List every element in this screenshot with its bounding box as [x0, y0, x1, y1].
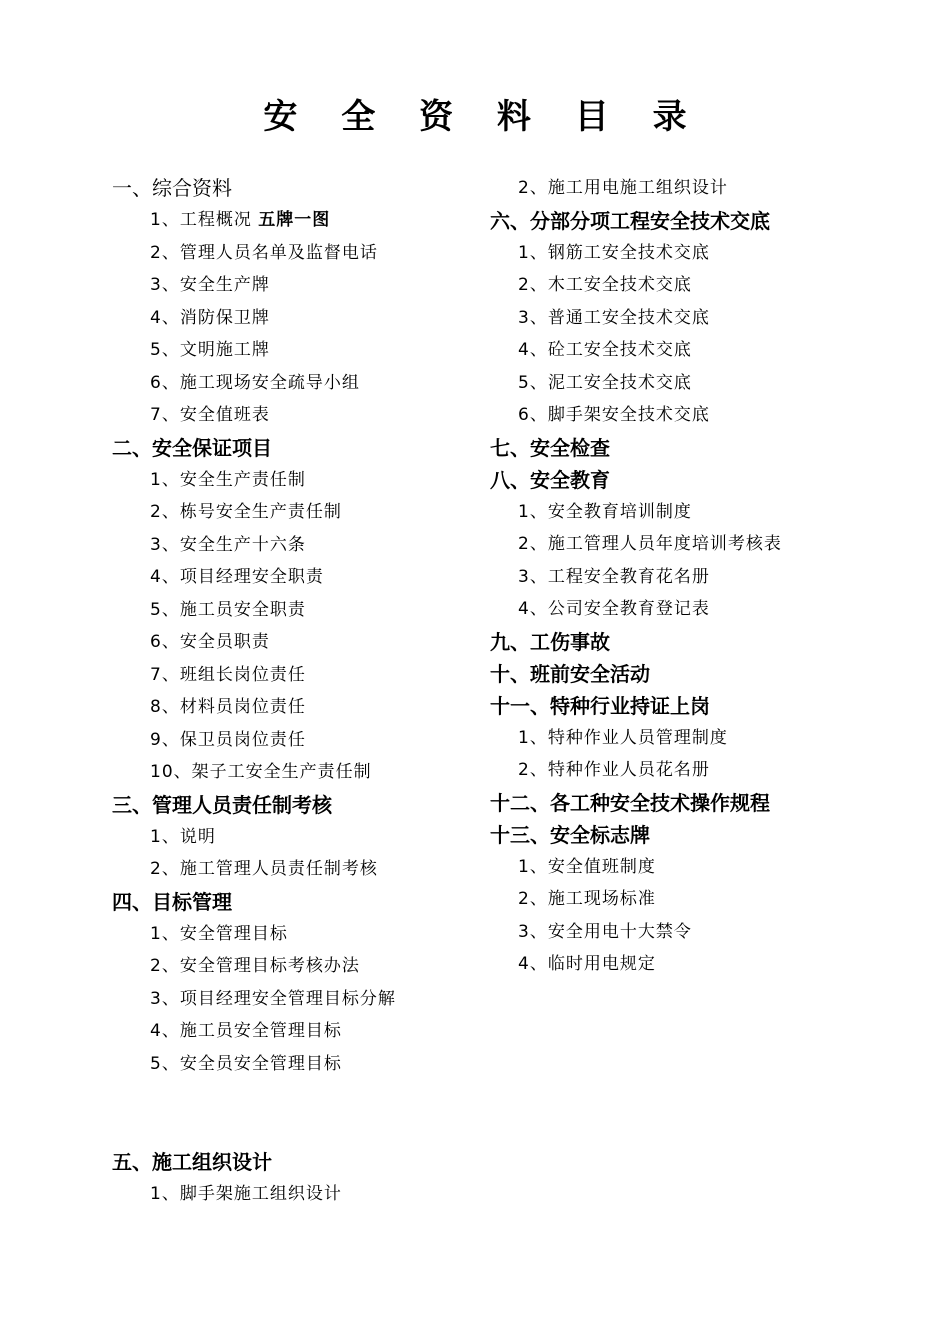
list-item: 2、管理人员名单及监督电话	[150, 242, 378, 263]
toc-right-column	[490, 172, 930, 981]
list-item: 1、安全生产责任制	[150, 469, 306, 490]
section-heading: 十二、各工种安全技术操作规程	[490, 790, 770, 815]
list-item: 5、文明施工牌	[150, 340, 270, 360]
list-item: 6、脚手架安全技术交底	[518, 405, 710, 425]
section-heading: 八、安全教育	[490, 467, 610, 492]
list-item: 5、施工员安全职责	[150, 599, 306, 620]
list-item: 2、特种作业人员花名册	[518, 760, 710, 780]
list-item: 1、安全管理目标	[150, 923, 288, 944]
section-heading: 七、安全检查	[490, 435, 610, 460]
list-item: 1、脚手架施工组织设计	[150, 1184, 342, 1204]
list-item: 7、安全值班表	[150, 405, 270, 425]
list-item: 4、施工员安全管理目标	[150, 1021, 342, 1041]
spacer	[112, 1080, 482, 1146]
section-heading: 十一、特种行业持证上岗	[490, 693, 710, 718]
list-item: 2、施工现场标准	[518, 889, 656, 909]
list-item: 4、砼工安全技术交底	[518, 340, 692, 360]
list-item: 1、安全教育培训制度	[518, 501, 692, 522]
list-item: 6、施工现场安全疏导小组	[150, 372, 360, 393]
list-item: 1、特种作业人员管理制度	[518, 727, 728, 748]
list-item-emphasis: 五牌一图	[258, 210, 331, 230]
list-item: 2、木工安全技术交底	[518, 275, 692, 295]
list-item: 8、材料员岗位责任	[150, 697, 306, 717]
section-heading: 四、目标管理	[112, 889, 232, 914]
list-item: 2、施工管理人员责任制考核	[150, 859, 378, 879]
list-item: 2、施工用电施工组织设计	[518, 178, 728, 198]
list-item: 3、安全用电十大禁令	[518, 921, 692, 942]
page-title: 安 全 资 料 目 录	[263, 97, 703, 137]
list-item: 3、项目经理安全管理目标分解	[150, 988, 396, 1009]
list-item: 3、工程安全教育花名册	[518, 566, 710, 587]
list-item: 5、泥工安全技术交底	[518, 372, 692, 393]
list-item: 2、栋号安全生产责任制	[150, 502, 342, 522]
list-item: 10、架子工安全生产责任制	[150, 762, 372, 782]
section-heading: 六、分部分项工程安全技术交底	[490, 208, 770, 233]
toc-left-column	[112, 172, 482, 1211]
list-item: 1、工程概况 五牌一图	[150, 210, 331, 230]
list-item: 4、临时用电规定	[518, 954, 656, 974]
list-item: 1、钢筋工安全技术交底	[518, 242, 710, 263]
list-item: 3、普通工安全技术交底	[518, 307, 710, 328]
list-item: 7、班组长岗位责任	[150, 664, 306, 685]
list-item: 3、安全生产十六条	[150, 534, 306, 555]
list-item: 4、项目经理安全职责	[150, 567, 324, 587]
list-item: 3、安全生产牌	[150, 275, 270, 295]
list-item: 1、说明	[150, 826, 216, 847]
list-item: 2、施工管理人员年度培训考核表	[518, 534, 782, 554]
section-heading: 十三、安全标志牌	[490, 822, 650, 847]
section-heading: 五、施工组织设计	[112, 1150, 272, 1174]
list-item: 2、安全管理目标考核办法	[150, 956, 360, 976]
section-heading: 二、安全保证项目	[112, 435, 272, 460]
list-item: 1、安全值班制度	[518, 856, 656, 877]
section-heading: 一、综合资料	[112, 176, 232, 200]
section-heading: 三、管理人员责任制考核	[112, 792, 332, 817]
list-item: 4、公司安全教育登记表	[518, 599, 710, 619]
list-item: 6、安全员职责	[150, 632, 270, 652]
section-heading: 十、班前安全活动	[490, 661, 650, 686]
list-item: 4、消防保卫牌	[150, 307, 270, 328]
list-item: 9、保卫员岗位责任	[150, 729, 306, 750]
list-item: 5、安全员安全管理目标	[150, 1053, 342, 1074]
section-heading: 九、工伤事故	[490, 629, 610, 654]
